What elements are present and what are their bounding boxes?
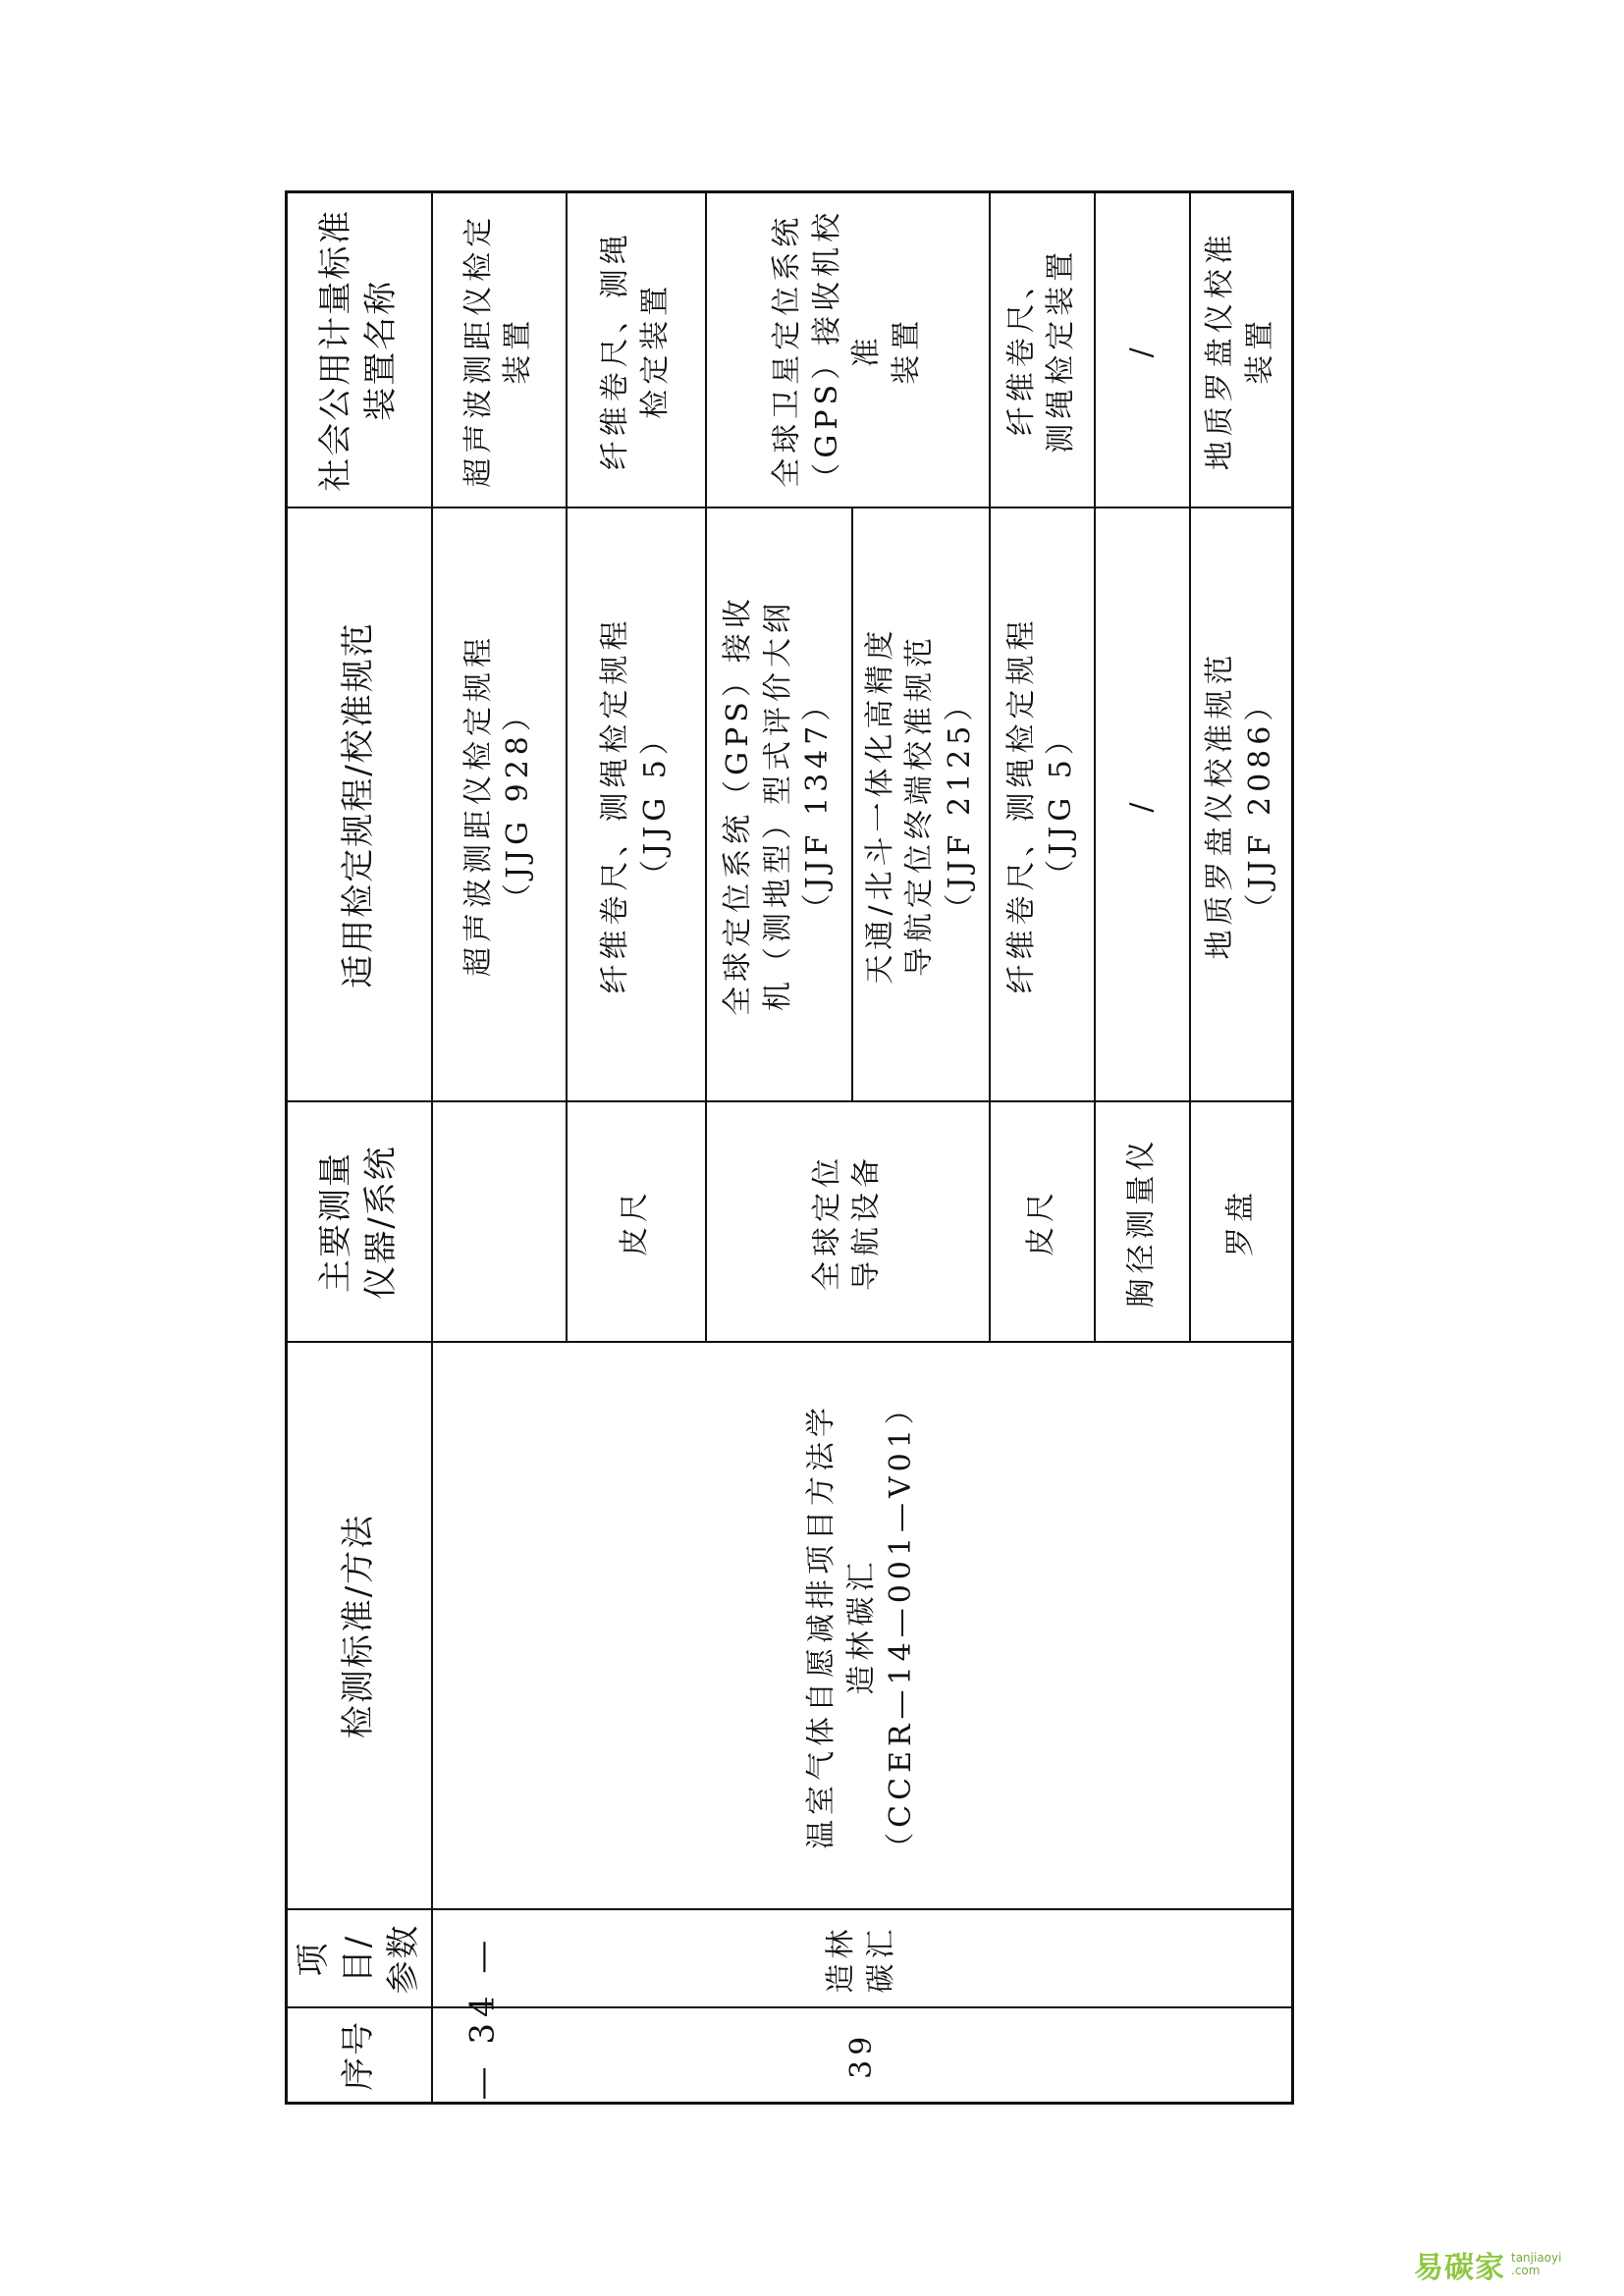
instrument-cell: 罗盘 [1190,1102,1293,1343]
header-spec: 适用检定规程/校准规范 [287,508,432,1102]
watermark-text: 易碳家 [1414,2251,1505,2285]
watermark-site: tanjiaoyi .com [1511,2250,1562,2277]
spec-cell: 地质罗盘仪校准规范 （JJF 2086） [1190,508,1293,1102]
standard-cell: 全球卫星定位系统 （GPS）接收机校准 装置 [706,192,990,508]
item-cell: 造林 碳汇 [432,1910,1293,2008]
page-number-text: — 34 — [462,1934,503,2101]
header-standard: 社会公用计量标准 装置名称 [287,192,432,508]
header-item: 项目/ 参数 [287,1910,432,2008]
instrument-cell: 全球定位 导航设备 [706,1102,990,1343]
spec-cell: / [1095,508,1190,1102]
spec-cell: 全球定位系统（GPS）接收 机（测地型）型式评价大纲 （JJF 1347） [706,508,852,1102]
spec-cell: 天通/北斗一体化高精度 导航定位终端校准规范 （JJF 2125） [852,508,990,1102]
spec-cell: 纤维卷尺、测绳检定规程 （JJG 5） [567,508,706,1102]
page-number [433,1860,531,2174]
spec-cell: 超声波测距仪检定规程 （JJG 928） [432,508,567,1102]
spec-cell: 纤维卷尺、测绳检定规程 （JJG 5） [990,508,1095,1102]
method-cell: 温室气体自愿减排项目方法学 造林碳汇 （CCER—14—001—V01） [432,1343,1293,1910]
standard-cell: 纤维卷尺、测绳 检定装置 [567,192,706,508]
watermark-logo [1414,2240,1610,2289]
header-method: 检测标准/方法 [287,1343,432,1910]
instrument-cell: 胸径测量仪 [1095,1102,1190,1343]
instrument-cell: 皮尺 [990,1102,1095,1343]
seq-cell: 39 [432,2008,1293,2104]
header-row [287,192,432,2104]
standard-cell: 地质罗盘仪校准 装置 [1190,192,1293,508]
header-seq: 序号 [287,2008,432,2104]
instrument-cell [432,1102,567,1343]
standard-cell: 超声波测距仪检定 装置 [432,192,567,508]
header-instrument: 主要测量 仪器/系统 [287,1102,432,1343]
instrument-cell: 皮尺 [567,1102,706,1343]
standard-cell: / [1095,192,1190,508]
spec-table [285,190,1294,2105]
standard-cell: 纤维卷尺、 测绳检定装置 [990,192,1095,508]
rotated-table-stage [285,193,1277,2105]
table-row [432,192,567,2104]
